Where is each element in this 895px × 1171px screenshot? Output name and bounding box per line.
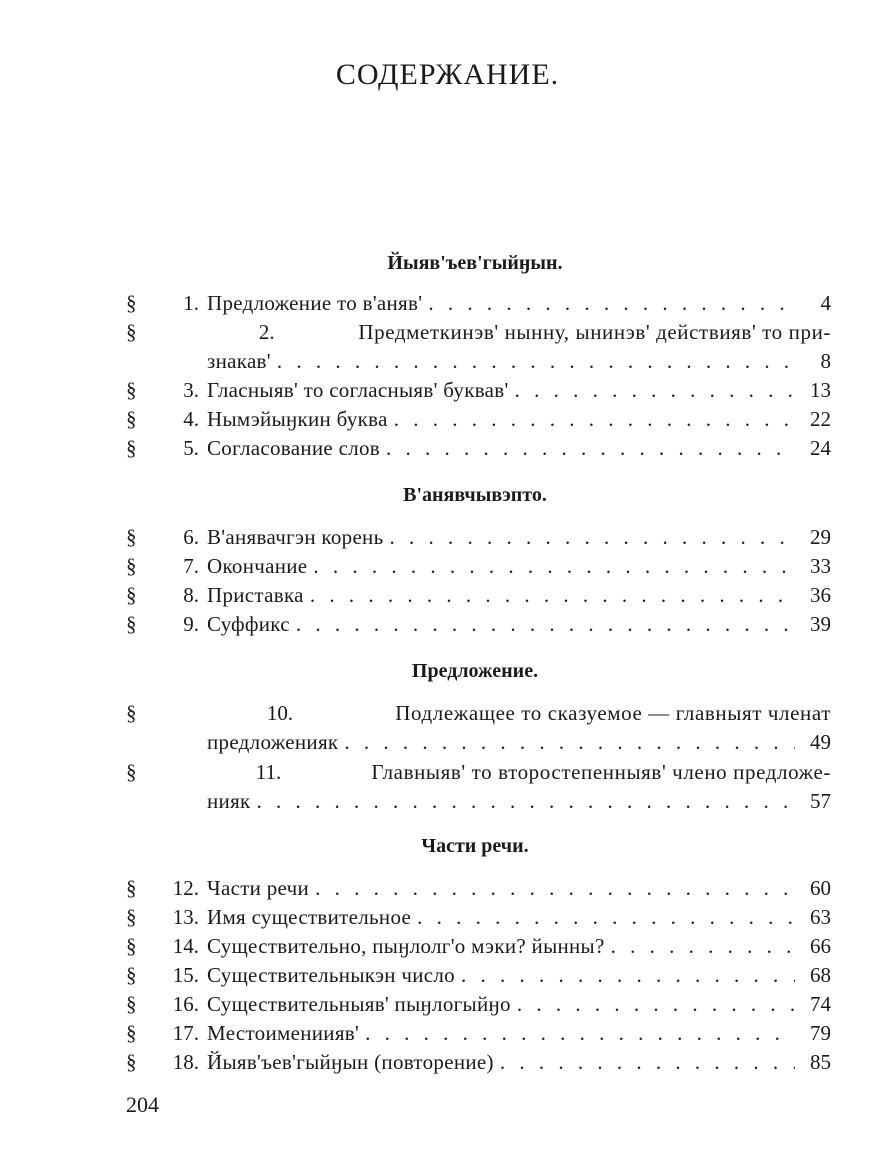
leader-dots (515, 376, 795, 405)
toc-entry-line (126, 1019, 831, 1048)
toc-entry-line (126, 903, 831, 932)
section-mark: § (126, 291, 137, 315)
entry-page-number: 13 (810, 378, 831, 402)
entry-number: 16. (172, 992, 199, 1016)
entry-page-number: 60 (810, 876, 831, 900)
toc-entry-line (126, 581, 831, 610)
leader-dots (428, 289, 795, 318)
entry-page-number: 24 (810, 436, 831, 460)
page-title: СОДЕРЖАНИЕ. (335, 58, 560, 91)
entry-number: 15. (172, 963, 199, 987)
entry-page-number: 49 (810, 730, 831, 754)
entry-number: 18. (172, 1050, 199, 1074)
section-mark: § (126, 963, 137, 987)
section-heading: Предложение. (411, 660, 539, 682)
toc-entry[interactable] (126, 1019, 831, 1048)
toc-entry-line (126, 523, 831, 552)
entry-page-number: 8 (820, 349, 831, 373)
entry-title: Окончание (207, 554, 308, 578)
leader-dots (386, 434, 795, 463)
entry-page-number: 79 (810, 1021, 831, 1045)
toc-entry[interactable] (126, 990, 831, 1019)
entry-page-number: 63 (810, 905, 831, 929)
leader-dots (611, 932, 795, 961)
entry-page-number: 4 (820, 291, 831, 315)
entry-number: 10. (266, 701, 294, 725)
toc-entry[interactable] (126, 610, 831, 639)
leader-dots (257, 787, 795, 816)
entry-page-number: 66 (810, 934, 831, 958)
leader-dots (500, 1048, 795, 1077)
entry-title: Предметкинэв' нынну, ынинэв' действияв' то при- (358, 320, 831, 344)
entry-title: Суффикс (207, 612, 290, 636)
leader-dots (277, 347, 795, 376)
section-heading: Йыяв'ъев'гыйӈын. (387, 252, 563, 274)
entry-title: Главныяв' то второстепенныяв' члено предложе- (371, 760, 831, 784)
entry-title: Имя существительное (207, 905, 412, 929)
entry-number: 17. (172, 1021, 199, 1045)
section-mark: § (126, 1021, 137, 1045)
toc-entry[interactable] (126, 699, 831, 757)
entry-title: Существительныкэн число (207, 963, 455, 987)
toc-entry-line (126, 434, 831, 463)
entry-number: 4. (183, 407, 199, 431)
section-mark: § (126, 934, 137, 958)
section-heading: В'анявчывэпто. (403, 484, 547, 506)
toc-entry[interactable] (126, 903, 831, 932)
toc-entry-line (126, 990, 831, 1019)
section-mark: § (126, 436, 137, 460)
section-mark: § (126, 612, 137, 636)
section-mark: § (126, 583, 137, 607)
toc-entry[interactable] (126, 376, 831, 405)
toc-entry-line (126, 787, 831, 816)
toc-entry-line (126, 961, 831, 990)
section-heading: Части речи. (421, 835, 529, 857)
toc-entry[interactable] (126, 581, 831, 610)
entry-page-number: 74 (810, 992, 831, 1016)
section-mark: § (126, 905, 137, 929)
entry-number: 2. (258, 320, 275, 344)
page-number: 204 (126, 1092, 159, 1117)
toc-entry-line (126, 289, 831, 318)
entry-number: 3. (183, 378, 199, 402)
leader-dots (344, 728, 795, 757)
entry-title: нияк (207, 789, 251, 813)
leader-dots (365, 1019, 795, 1048)
entry-title: Гласныяв' то согласныяв' буквав' (207, 378, 509, 402)
leader-dots (394, 405, 795, 434)
toc-entry[interactable] (126, 405, 831, 434)
toc-entry-line (126, 405, 831, 434)
toc-entry[interactable] (126, 552, 831, 581)
toc-entry-line (126, 552, 831, 581)
entry-number: 12. (172, 876, 199, 900)
leader-dots (389, 523, 795, 552)
section-mark: § (126, 876, 137, 900)
entry-number: 9. (183, 612, 199, 636)
entry-number: 6. (183, 525, 199, 549)
entry-page-number: 36 (810, 583, 831, 607)
toc-entry-line (126, 376, 831, 405)
section-mark: § (126, 760, 137, 784)
leader-dots (417, 903, 795, 932)
leader-dots (461, 961, 795, 990)
entry-number: 7. (183, 554, 199, 578)
entry-page-number: 33 (810, 554, 831, 578)
toc-entry[interactable] (126, 758, 831, 816)
section-mark: § (126, 1050, 137, 1074)
entry-title: Существительно, пыӈлолг'о мэки? йынны? (207, 934, 605, 958)
entry-title: Части речи (207, 876, 310, 900)
entry-title: Местоимениияв' (207, 1021, 360, 1045)
entry-page-number: 39 (810, 612, 831, 636)
entry-page-number: 68 (810, 963, 831, 987)
entry-title: Приставка (207, 583, 304, 607)
toc-entry[interactable] (126, 434, 831, 463)
entry-number: 13. (172, 905, 199, 929)
entry-page-number: 85 (810, 1050, 831, 1074)
toc-entry[interactable] (126, 932, 831, 961)
leader-dots (310, 581, 795, 610)
section-mark: § (126, 378, 137, 402)
entry-title: Нымэйыӈкин буква (207, 407, 388, 431)
toc-entry[interactable] (126, 318, 831, 376)
section-mark: § (126, 992, 137, 1016)
toc-entry-line (126, 347, 831, 376)
toc-entry-line (126, 932, 831, 961)
section-mark: § (126, 320, 137, 344)
toc-entry-line (126, 610, 831, 639)
leader-dots (313, 552, 795, 581)
entry-number: 11. (255, 760, 282, 784)
entry-number: 5. (183, 436, 199, 460)
leader-dots (517, 990, 795, 1019)
toc-entry-line (126, 728, 831, 757)
section-mark: § (126, 525, 137, 549)
entry-title: предложенияк (207, 730, 339, 754)
entry-title: Согласование слов (207, 436, 380, 460)
toc-entry[interactable] (126, 961, 831, 990)
toc-entry[interactable] (126, 874, 831, 903)
entry-number: 1. (183, 291, 199, 315)
section-mark: § (126, 407, 137, 431)
entry-number: 8. (183, 583, 199, 607)
toc-entry[interactable] (126, 289, 831, 318)
section-mark: § (126, 554, 137, 578)
entry-page-number: 29 (810, 525, 831, 549)
entry-title: Подлежащее то сказуемое — главныят членат (395, 701, 831, 725)
toc-entry[interactable] (126, 523, 831, 552)
toc-entry-line (126, 318, 831, 347)
entry-number: 14. (172, 934, 199, 958)
entry-title: знакав' (207, 349, 271, 373)
entry-page-number: 57 (810, 789, 831, 813)
toc-entry-line (126, 874, 831, 903)
entry-title: В'анявачгэн корень (207, 525, 384, 549)
leader-dots (296, 610, 795, 639)
entry-title: Предложение то в'аняв' (207, 291, 423, 315)
toc-entry-line (126, 1048, 831, 1077)
entry-title: Существительныяв' пыӈлогыйӈо (207, 992, 511, 1016)
leader-dots (315, 874, 795, 903)
toc-entry[interactable] (126, 1048, 831, 1077)
toc-entry-line (126, 758, 831, 787)
toc-entry-line (126, 699, 831, 728)
section-mark: § (126, 701, 137, 725)
entry-title: Йыяв'ъев'гыйӈын (повторение) (207, 1050, 494, 1074)
entry-page-number: 22 (810, 407, 831, 431)
